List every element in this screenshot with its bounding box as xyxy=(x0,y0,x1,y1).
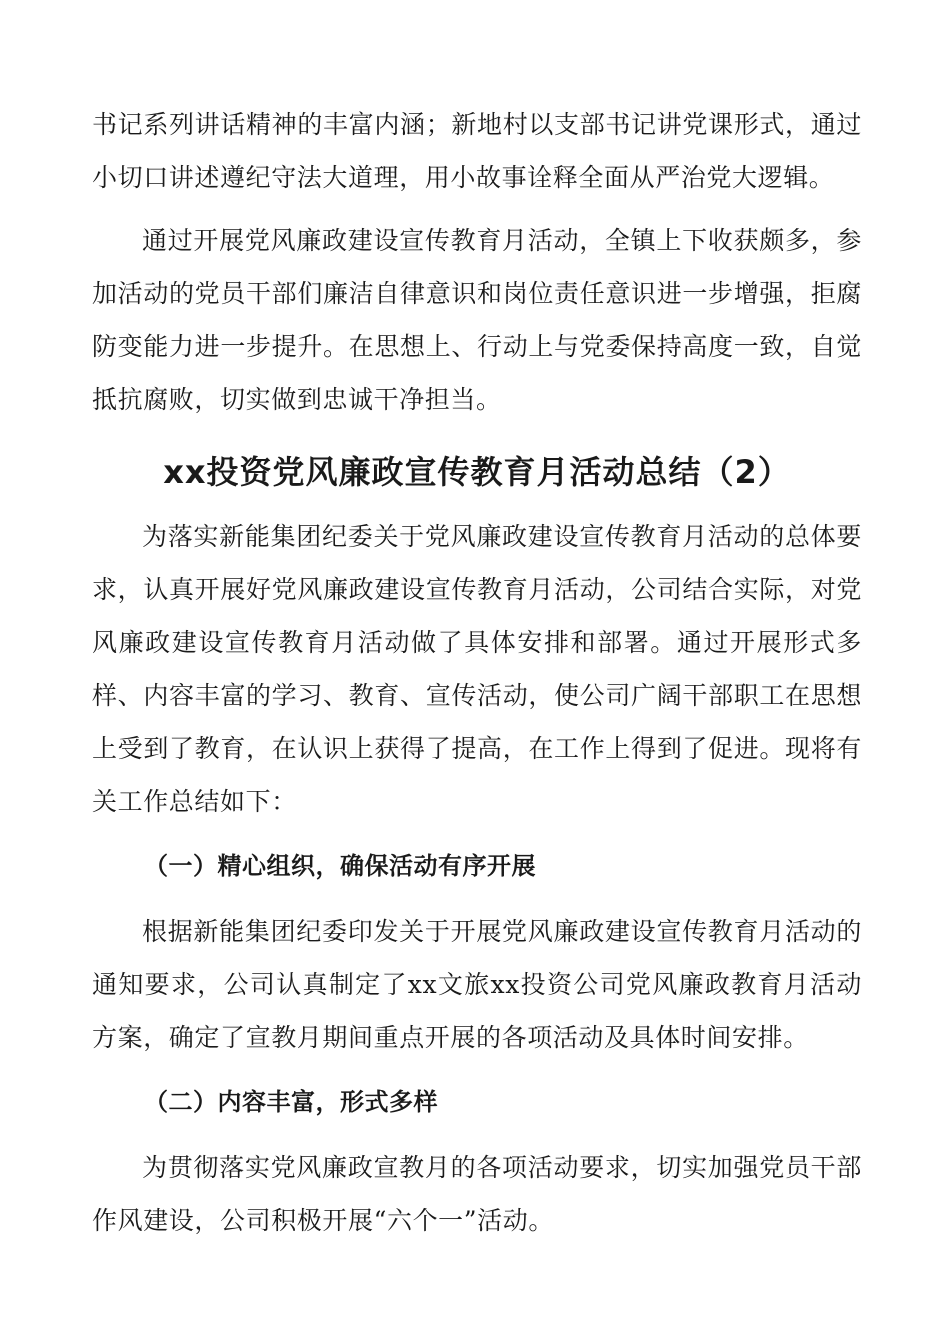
spacer xyxy=(92,893,862,905)
document-page xyxy=(92,98,862,1247)
paragraph-3: 为落实新能集团纪委关于党风廉政建设宣传教育月活动的总体要求，认真开展好党风廉政建设宣传教育月活动，公司结合实际，对党风廉政建设宣传教育月活动做了具体安排和部署。通过开展形式多样、内容丰富的学习、教育、宣传活动，使公司广阔干部职工在思想上受到了教育，在认识上获得了提高，在工作上得到了促进。现将有关工作总结如下： xyxy=(92,522,862,816)
paragraph-5: 为贯彻落实党风廉政宣教月的各项活动要求，切实加强党员干部作风建设，公司积极开展“六个一”活动。 xyxy=(92,1153,862,1235)
spacer xyxy=(92,1064,862,1076)
spacer xyxy=(92,204,862,214)
spacer xyxy=(92,828,862,840)
section-heading-2: （二）内容丰富，形式多样 xyxy=(144,1088,438,1116)
intro-paragraph-1: 书记系列讲话精神的丰富内涵；新地村以支部书记讲党课形式，通过小切口讲述遵纪守法大道理，用小故事诠释全面从严治党大逻辑。 xyxy=(92,110,862,192)
intro-paragraph-2: 通过开展党风廉政建设宣传教育月活动，全镇上下收获颇多，参加活动的党员干部们廉洁自律意识和岗位责任意识进一步增强，拒腐防变能力进一步提升。在思想上、行动上与党委保持高度一致，自觉抵抗腐败，切实做到忠诚干净担当。 xyxy=(92,226,862,414)
spacer xyxy=(92,1129,862,1141)
paragraph-4: 根据新能集团纪委印发关于开展党风廉政建设宣传教育月活动的通知要求，公司认真制定了xx文旅xx投资公司党风廉政教育月活动方案，确定了宣教月期间重点开展的各项活动及具体时间安排。 xyxy=(92,917,862,1052)
document-title: xx投资党风廉政宣传教育月活动总结（2） xyxy=(163,453,791,491)
section-heading-1: （一）精心组织，确保活动有序开展 xyxy=(144,852,536,880)
